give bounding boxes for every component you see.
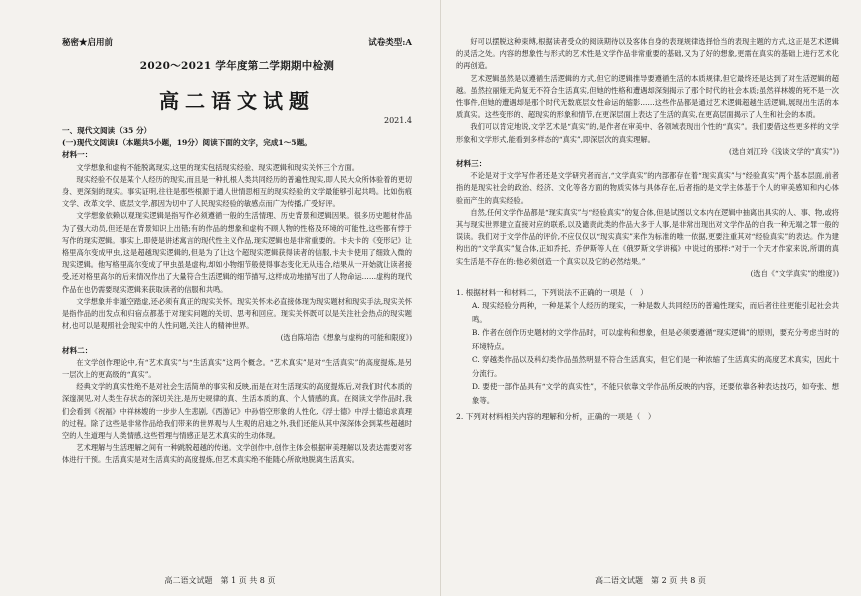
source-citation: (选自陈培浩《想象与虚构的可能和限度》) [280,333,412,343]
paragraph: 文学想象和虚构不能脱离现实,这里的现实包括现实经验、现实逻辑和现实关怀三个方面。 [76,162,359,172]
subsection-heading: (一)现代文阅读Ⅰ（本题共5小题，19分）阅读下面的文字，完成1～5题。 [62,138,312,148]
page-2 [440,0,861,596]
material-1-label: 材料一： [62,150,93,160]
question-1-option-b: B. 作者在创作历史题材的文学作品时，可以虚构和想象，但是必须要遵循“现实逻辑”的原则，要充分考虑当时的环境特点。 [472,328,839,351]
paragraph: 在文学创作理论中,有“艺术真实”与“生活真实”这两个概念。“艺术真实”是对“生活真实”的高度提炼,是另一层次上的更高级的“真实”。 [62,357,412,380]
question-1-stem: 1. 根据材料一和材料二，下列说法不正确的一项是（ ） [456,288,648,298]
confidential-mark: 秘密★启用前 [62,38,114,48]
paragraph: 不论是对于文学写作者还是文学研究者而言,“文学真实”的内部都存在着“现实真实”与“经验真实”两个基本层面,前者指的是现实社会的政治、经济、文化等各方面的物质实体与具体存在,后者指的是文学主体基于个人的审美感知和内心体验而产生的真实经验。 [456,171,839,205]
paragraph: 经典文学的真实性绝不是对社会生活简单的事实和反映,而是在对生活现实的高度提炼后,对我们时代本质的深邃洞见,对人类生存状态的深切关注,是历史规律的真、生活本质的真、个人情感的真。在阅读文学作品时,我们会看到《祝福》中祥林嫂的一步步人生悲剧,《西游记》中孙悟空形象的人性化,《浮士德》中浮士德追求真理的过程。除了这些是非常作品给我们带来的世界观与人生观的启迪之外,我们还能从其中深深体会到某些超越时空的人生道理与人类情感,这些哲理与情感正是艺术真实的生动体现。 [62,382,412,441]
paragraph: 文学想象并非遁空踏虚,还必须有真正的现实关怀。现实关怀未必直接体现为现实题材和现实手法,现实关怀是指作品的出发点和归宿点都基于对现实问题的关切、思考和回应。现实关怀既可以是关注社会热点的现实题材,也可以是观照社会现实中的人性问题,关注人的精神世界。 [62,296,412,331]
material-2-label: 材料二： [62,345,93,355]
source-citation: (选自刘江玲《浅谈文学的“真实”》) [729,146,839,156]
source-citation: (选自《“文学真实”的维度》) [750,268,839,278]
paragraph: 自然,任何文学作品都是“现实真实”与“经验真实”的复合体,但是试图以文本内在逻辑中抽离出具实的人、事、物,或将其与现实世界建立直接对应的联系,以及谴责此类的作品大多于人事,是非常出现出对文学作品的自我一种无端之罪一般的误读。我们对于文学作品的评价,不应仅仅以“现实真实”来作为标准的唯一依据,更要注重其对“经验真实”的表达。作为建构出的“文学真实”复合体,正如乔托、乔伊斯等人在《俄罗斯文学讲稿》中说过的那样:“对于一个天才作家来说,所谓的真实生活是不存在的:他必须创造一个真实以及它的必然结果。” [456,207,839,266]
exam-date: 2021.4 [384,116,412,125]
page-title: 高二语文试题 [159,89,315,113]
paragraph: 艺术逻辑虽然是以遵循生活逻辑的方式,但它的逻辑推导要遵循生活的本质规律,但它最终还是达到了对生活逻辑的超越。虽然拉丽娅无尚复无不符合生活真实,但她的性格和遭遇却深刻揭示了那个时代的社会本质;虽然祥林嫂的死不是一次性事件,但她的遭遇却是那个时代无数底层女性命运的缩影……这些作品都是通过艺术逻辑超越生活逻辑,展现出生活的本质真实。这些变形的、超现实的形象和情节,在更深层面上表达了生活的真实,在更高层面揭示了人生和社会的本质。 [456,73,839,120]
paragraph: 艺术理解与生活理解之间有一种跳脱超越的传递。文学创作中,创作主体会根据审美理解以及表达需要对客体进行干预。生活真实是对生活真实的高度提炼,但艺术真实绝不能随心所欲地脱离生活真实。 [62,443,412,465]
paragraph: 我们可以肯定地说,文学艺术是“真实”的,是作者在审美中、各领域表现出个性的“真实”。我们要借这些更多样的文学形象和文学形式,能看到多样态的“真实”,即深层次的真实理解。 [456,122,839,144]
paragraph: 现实经验不仅是某个人经历的现实,而且是一种扎根人类共同经历的普遍性现实,即人民大众所体验着的更切身、更深刻的现实。事实证明,往往是那些根源于通人世情思相互的现实经验的文学最能够引起共鸣。比如伤痕文学、改革文学、底层文学,都因为切中了人民现实经验的敏感点而广为传播,广受好评。 [62,174,412,209]
material-3-label: 材料三： [456,159,487,169]
header-row [62,36,412,48]
question-1-option-a: A. 现实经验分两种，一种是某个人经历的现实，一种是数人共同经历的普遍性现实，而后者往往更能引起社会共鸣。 [472,301,839,324]
page-footer: 高二语文试题 第 2 页 共 8 页 [595,576,706,585]
exam-name: 2020～2021 学年度第二学期期中检测 [139,60,335,72]
page-footer: 高二语文试题 第 1 页 共 8 页 [164,576,276,585]
question-1-option-d: D. 要使一部作品具有“文学的真实性”，不能只依靠文学作品所反映的内容，还要依靠各种表达技巧，如夸张、想象等。 [472,382,839,405]
paragraph: 好可以摆脱这种束缚,根据读者受众的阅读期待以及客体自身的表现规律选择恰当的表现主题的方式,这正是艺术逻辑的灵活之处。内容的想象性与形式的艺术性是文学作品非常重要的基础,又为了好的想象,更需在真实的基础上进行艺术化的再创造。 [456,37,839,71]
question-1-option-c: C. 穿越类作品以及科幻类作品虽然明显不符合生活真实，但它们是一种浓缩了生活真实的高度艺术真实，因此十分流行。 [472,355,839,378]
paper-type: 试卷类型:A [368,38,412,48]
section-heading: 一、现代文阅读（35 分） [62,126,152,135]
question-2-stem: 2. 下列对材料相关内容的理解和分析，正确的一项是（ ） [456,412,656,422]
paragraph: 文学想象依赖以观现实逻辑是指写作必须遵循一般的生活情理、历史背景和逻辑因果。很多历史题材作品为了强大动员,但还是在背景知识上出错;有的作品的想象和虚构不顾人物的性格及环境的可能性,这些都有悖于写作的现实逻辑。事实上,即使是讲述寓言的现代性主义作品,现实逻辑也是非常重要的。卡夫卡的《变形记》让格里高尔变成甲虫,这是超越现实逻辑的,但是为了让这个超现实逻辑获得读者的信服,卡夫卡使用了细致入微的现实逻辑。他写格里高尔变成了甲虫虽是虚构,却如小物细节般使得事态变化无从违合,结果从一开始就让读者接受,还对格里高尔的后来情况作出了大量符合生活逻辑的细节描写,这样成功地描写出了人物命运……虚构的现代作品在也仍需要现实逻辑来获取读者的信服和共鸣。 [62,211,412,294]
